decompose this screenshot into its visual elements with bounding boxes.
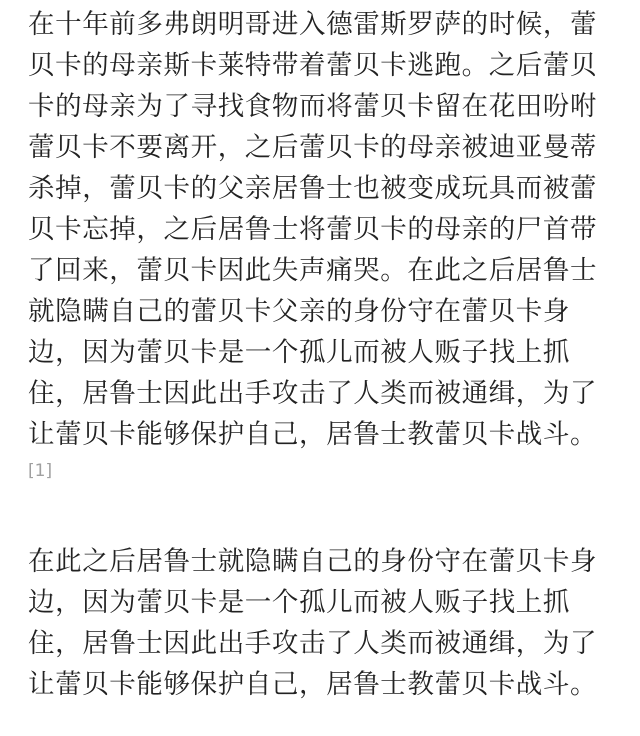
paragraph-1: [28, 0, 618, 483]
paragraph-1-text: 在十年前多弗朗明哥进入德雷斯罗萨的时候，蕾贝卡的母亲斯卡莱特带着蕾贝卡逃跑。之后蕾贝卡的母亲为了寻找食物而将蕾贝卡留在花田吩咐蕾贝卡不要离开，之后蕾贝卡的母亲被迪亚曼蒂杀掉，蕾贝卡的父亲居鲁士也被变成玩具而被蕾贝卡忘掉，之后居鲁士将蕾贝卡的母亲的尸首带了回来，蕾贝卡因此失声痛哭。在此之后居鲁士就隐瞒自己的蕾贝卡父亲的身份守在蕾贝卡身边，因为蕾贝卡是一个孤儿而被人贩子找上抓住，居鲁士因此出手攻击了人类而被通缉，为了让蕾贝卡能够保护自己，居鲁士教蕾贝卡战斗。: [28, 9, 598, 450]
paragraph-2-text: 在此之后居鲁士就隐瞒自己的身份守在蕾贝卡身边，因为蕾贝卡是一个孤儿而被人贩子找上抓住，居鲁士因此出手攻击了人类而被通缉，为了让蕾贝卡能够保护自己，居鲁士教蕾贝卡战斗。: [28, 546, 598, 700]
reference-link[interactable]: [1]: [28, 461, 53, 481]
article-body: [28, 0, 618, 705]
paragraph-2: [28, 541, 618, 705]
